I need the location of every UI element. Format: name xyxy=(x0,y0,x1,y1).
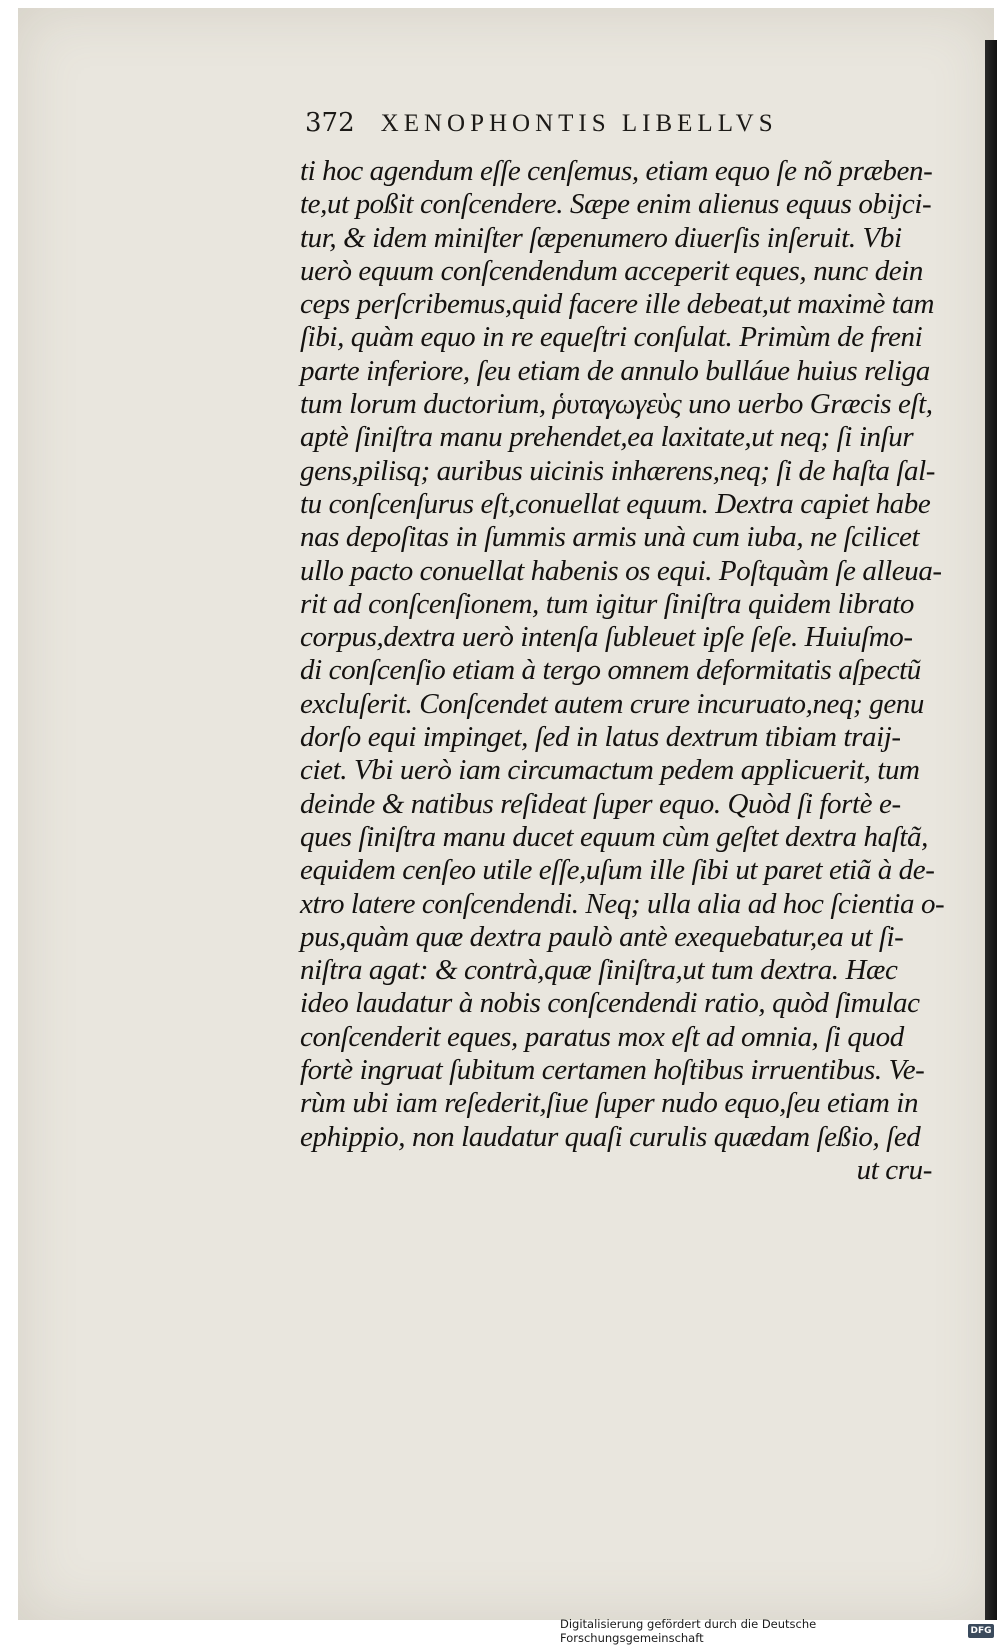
text-line: te,ut poßit conſcendere. Sæpe enim alienus equus obijci- xyxy=(300,188,932,221)
text-line: xtro latere conſcendendi. Neq; ulla alia ad hoc ſcientia o- xyxy=(300,887,945,920)
text-line: tu conſcenſurus eſt,conuellat equum. Dextra capiet habe xyxy=(300,487,931,520)
text-line: rit ad conſcenſionem, tum igitur ſiniſtra quidem librato xyxy=(300,587,914,620)
text-line: tur, & idem miniſter ſæpenumero diuerſis inſeruit. Vbi xyxy=(300,221,902,254)
text-line: ullo pacto conuellat habenis os equi. Poſtquàm ſe alleua- xyxy=(300,554,942,587)
text-line: ephippio, non laudatur quaſi curulis quædam ſeßio, ſed xyxy=(300,1120,921,1153)
text-line: tum lorum ductorium, ῥυταγωγεὺς uno uerbo Græcis eſt, xyxy=(300,388,933,421)
page-edge-shadow xyxy=(985,40,997,1620)
text-line: ti hoc agendum eſſe cenſemus, etiam equo ſe nõ præben- xyxy=(300,155,933,187)
text-line: fortè ingruat ſubitum certamen hoſtibus irruentibus. Ve- xyxy=(300,1054,925,1087)
text-line: niſtra agat: & contrà,quæ ſiniſtra,ut tum dextra. Hæc xyxy=(300,954,898,987)
text-line: ciet. Vbi uerò iam circumactum pedem applicuerit, tum xyxy=(300,754,920,787)
running-head: XENOPHONTIS LIBELLVS xyxy=(380,110,778,137)
text-line: ceps perſcribemus,quid facere ille debeat,ut maximè tam xyxy=(300,288,935,321)
page-header xyxy=(305,108,865,148)
catchword: ut cru- xyxy=(856,1153,932,1186)
text-line: aptè ſiniſtra manu prehendet,ea laxitate,ut neq; ſi inſur xyxy=(300,421,914,454)
text-line: dorſo equi impinget, ſed in latus dextrum tibiam traij- xyxy=(300,721,901,754)
dfg-logo-icon: DFG xyxy=(968,1624,994,1638)
text-line: conſcenderit eques, paratus mox eſt ad omnia, ſi quod xyxy=(300,1020,904,1053)
footer-credit: Digitalisierung gefördert durch die Deutsche Forschungsgemeinschaft xyxy=(560,1617,817,1645)
text-line: corpus,dextra uerò intenſa ſubleuet ipſe ſeſe. Huiuſmo- xyxy=(300,621,913,654)
text-line: rùm ubi iam reſederit,ſiue ſuper nudo equo,ſeu etiam in xyxy=(300,1087,919,1120)
text-line: di conſcenſio etiam à tergo omnem deformitatis aſpectũ xyxy=(300,654,921,687)
text-line: deinde & natibus reſideat ſuper equo. Quòd ſi fortè e- xyxy=(300,787,901,820)
text-line: nas depoſitas in ſummis armis unà cum iuba, ne ſcilicet xyxy=(300,521,920,554)
text-line: uerò equum conſcendendum acceperit eques, nunc dein xyxy=(300,254,924,287)
text-line: gens,pilisq; auribus uicinis inhærens,neq; ſi de haſta ſal- xyxy=(300,454,936,487)
text-line: equidem cenſeo utile eſſe,uſum ille ſibi ut paret etiã à de- xyxy=(300,854,935,887)
text-line: ideo laudatur à nobis conſcendendi ratio, quòd ſimulac xyxy=(300,987,920,1020)
text-line: parte inferiore, ſeu etiam de annulo bulláue huius religa xyxy=(300,354,930,387)
text-line: pus,quàm quæ dextra paulò antè exequebatur,ea ut ſi- xyxy=(300,920,904,953)
body-text xyxy=(300,155,945,1187)
text-line: excluſerit. Conſcendet autem crure incuruato,neq; genu xyxy=(300,687,925,720)
page-number: 372 xyxy=(305,108,355,138)
text-line: ſibi, quàm equo in re equeſtri conſulat. Primùm de freni xyxy=(300,321,923,354)
text-line: ques ſiniſtra manu ducet equum cùm geſtet dextra haſtã, xyxy=(300,820,928,853)
digitization-footer xyxy=(560,1617,1000,1645)
